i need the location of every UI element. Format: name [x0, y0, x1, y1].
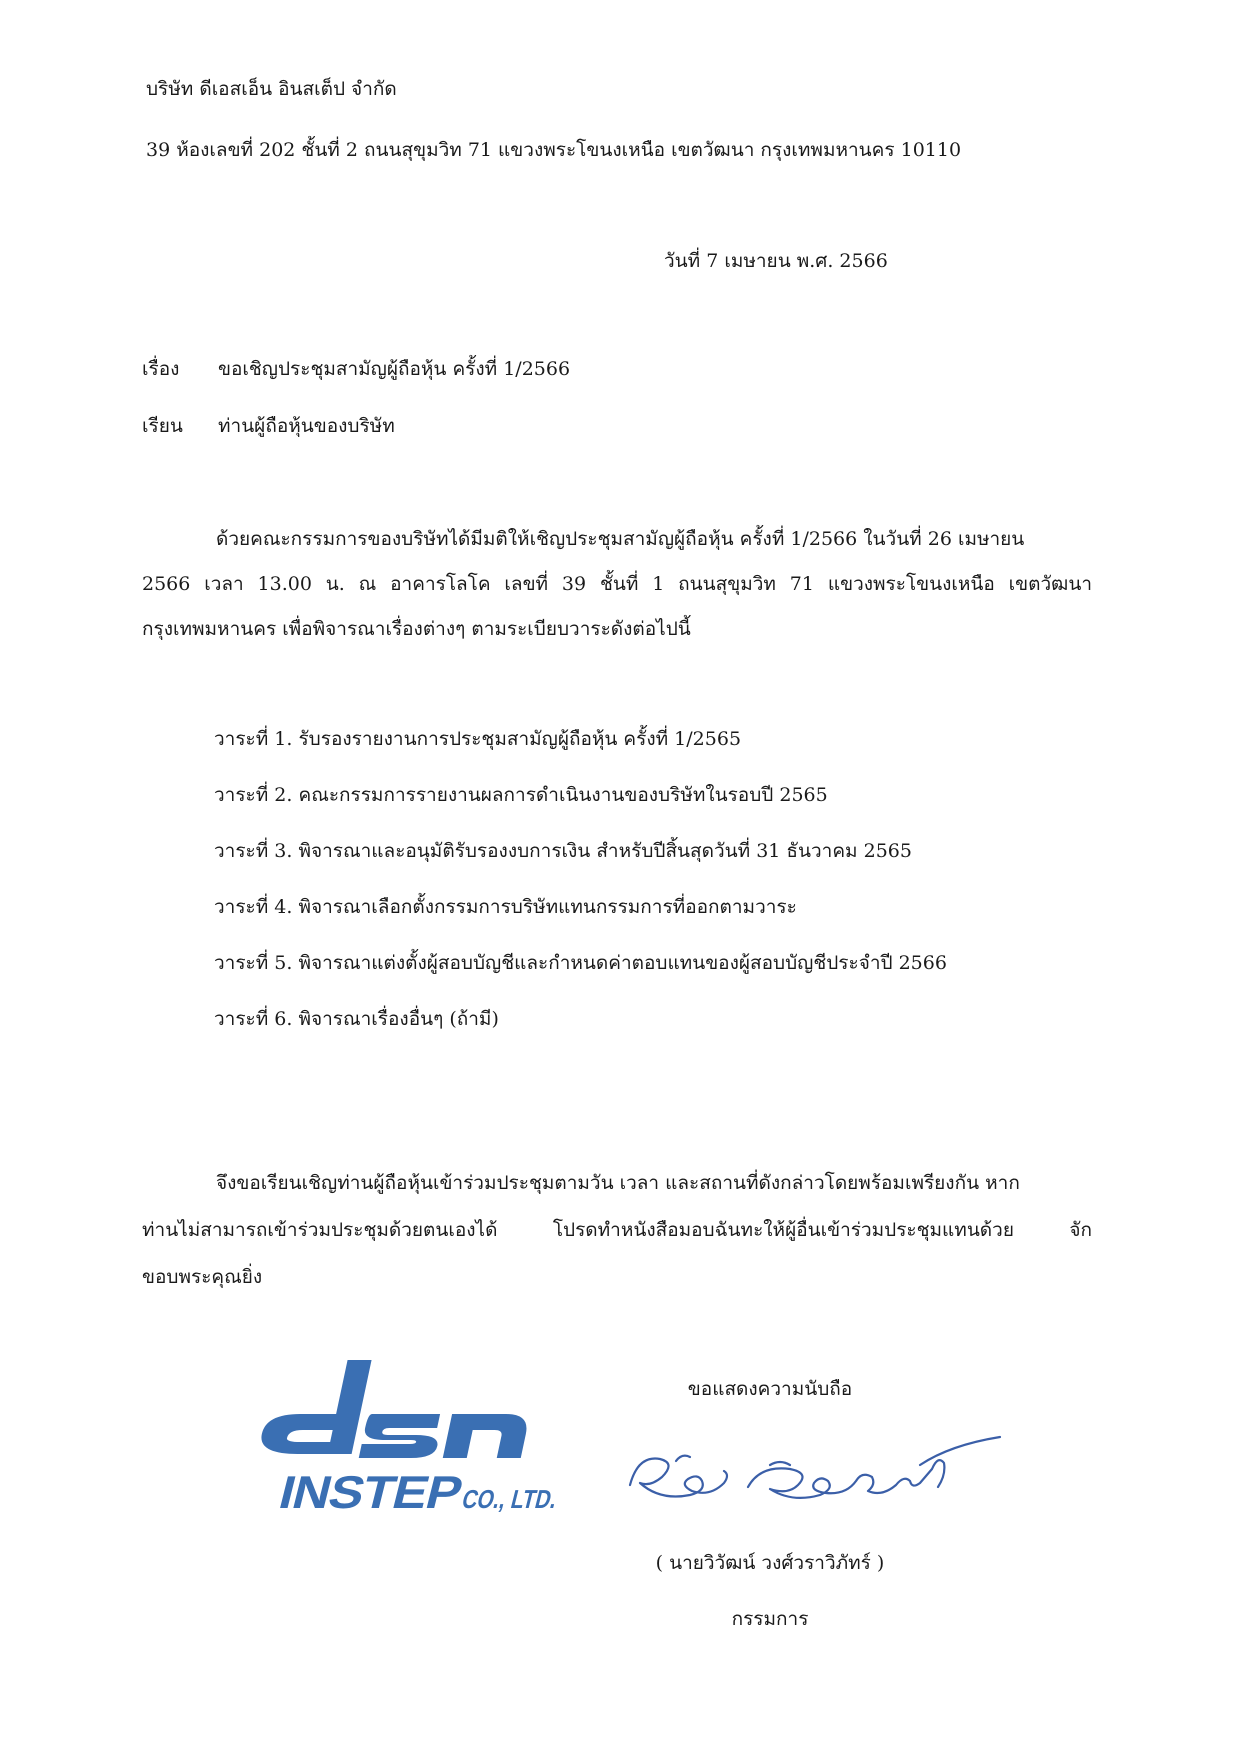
closing-line-2: ท่านไม่สามารถเข้าร่วมประชุมด้วยตนเองได้ โปรดทำหนังสือมอบฉันทะให้ผู้อื่นเข้าร่วมประชุมแทนด้วย จัก [142, 1219, 1092, 1241]
letter-date: วันที่ 7 เมษายน พ.ศ. 2566 [664, 250, 888, 272]
regards-text: ขอแสดงความนับถือ [687, 1378, 853, 1400]
signatory-title: กรรมการ [731, 1608, 809, 1630]
company-address: 39 ห้องเลขที่ 202 ชั้นที่ 2 ถนนสุขุมวิท 71 แขวงพระโขนงเหนือ เขตวัฒนา กรุงเทพมหานคร 10110 [146, 139, 962, 161]
agenda-item-3: วาระที่ 3. พิจารณาและอนุมัติรับรองงบการเงิน สำหรับปีสิ้นสุดวันที่ 31 ธันวาคม 2565 [214, 840, 912, 862]
signature-image [620, 1425, 1010, 1535]
intro-line-2: 2566 เวลา 13.00 น. ณ อาคารโลโค เลขที่ 39 ชั้นที่ 1 ถนนสุขุมวิท 71 แขวงพระโขนงเหนือ เขตวัฒนา [142, 573, 1092, 595]
agenda-item-6: วาระที่ 6. พิจารณาเรื่องอื่นๆ (ถ้ามี) [214, 1008, 499, 1030]
closing-line-1: จึงขอเรียนเชิญท่านผู้ถือหุ้นเข้าร่วมประชุมตามวัน เวลา และสถานที่ดังกล่าวโดยพร้อมเพรียงกัน หาก [216, 1172, 1020, 1194]
subject-label: เรื่อง [142, 358, 180, 380]
agenda-item-5: วาระที่ 5. พิจารณาแต่งตั้งผู้สอบบัญชีและกำหนดค่าตอบแทนของผู้สอบบัญชีประจำปี 2566 [214, 952, 947, 974]
svg-text:CO., LTD.: CO., LTD. [459, 1484, 583, 1514]
svg-text:INSTEP: INSTEP [274, 1466, 447, 1518]
subject-text: ขอเชิญประชุมสามัญผู้ถือหุ้น ครั้งที่ 1/2566 [218, 358, 571, 380]
closing-line-3: ขอบพระคุณยิ่ง [142, 1266, 263, 1288]
intro-line-3: กรุงเทพมหานคร เพื่อพิจารณาเรื่องต่างๆ ตามระเบียบวาระดังต่อไปนี้ [142, 618, 691, 640]
company-logo [226, 1358, 596, 1518]
agenda-list [214, 728, 947, 1064]
recipient-label: เรียน [142, 415, 183, 437]
recipient-text: ท่านผู้ถือหุ้นของบริษัท [218, 415, 395, 437]
agenda-item-2: วาระที่ 2. คณะกรรมการรายงานผลการดำเนินงานของบริษัทในรอบปี 2565 [214, 784, 828, 806]
agenda-item-1: วาระที่ 1. รับรองรายงานการประชุมสามัญผู้ถือหุ้น ครั้งที่ 1/2565 [214, 728, 742, 750]
signatory-name: ( นายวิวัฒน์ วงศ์วราวิภัทร์ ) [655, 1552, 885, 1574]
agenda-item-4: วาระที่ 4. พิจารณาเลือกตั้งกรรมการบริษัทแทนกรรมการที่ออกตามวาระ [214, 896, 797, 918]
intro-line-1: ด้วยคณะกรรมการของบริษัทได้มีมติให้เชิญประชุมสามัญผู้ถือหุ้น ครั้งที่ 1/2566 ในวันที่ 26 เมษายน [216, 528, 1025, 550]
company-name: บริษัท ดีเอสเอ็น อินสเต็ป จำกัด [146, 78, 397, 100]
